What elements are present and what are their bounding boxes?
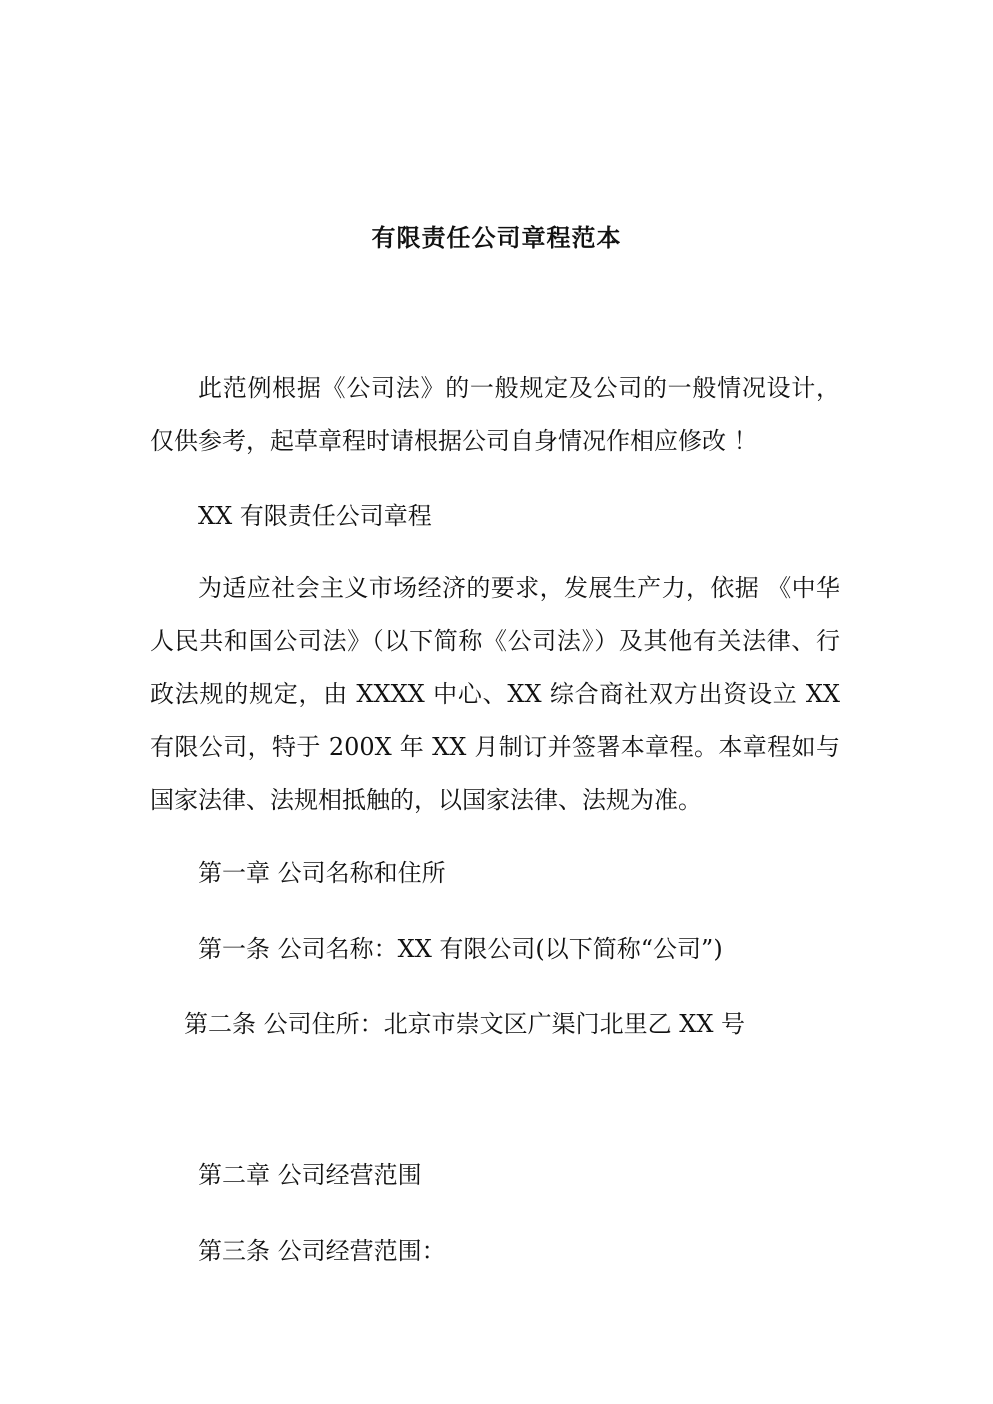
document-title: 有限责任公司章程范本 [371, 223, 622, 252]
article-2: 第二条 公司住所：北京市崇文区广渠门北里乙 XX 号 [184, 1010, 746, 1038]
chapter-2-heading: 第二章 公司经营范围 [198, 1161, 422, 1189]
article-1: 第一条 公司名称：XX 有限公司(以下简称“公司”) [198, 935, 723, 963]
charter-heading: XX 有限责任公司章程 [198, 502, 432, 530]
article-3: 第三条 公司经营范围： [198, 1237, 446, 1265]
preamble-paragraph: 为适应社会主义市场经济的要求，发展生产力，依据 《中华人民共和国公司法》（以下简称《公司法》）及其他有关法律、行政法规的规定，由 XXXX 中心、XX 综合商社双方出资设立 XX 有限公司，特于 200X 年 XX 月制订并签署本章程。本章程如与国家法律、法规相抵触的，以国家法律、法规为准。 [150, 574, 840, 814]
chapter-1-heading: 第一章 公司名称和住所 [198, 859, 446, 887]
intro-paragraph: 此范例根据《公司法》的一般规定及公司的一般情况设计，仅供参考，起草章程时请根据公司自身情况作相应修改 ！ [150, 374, 840, 455]
